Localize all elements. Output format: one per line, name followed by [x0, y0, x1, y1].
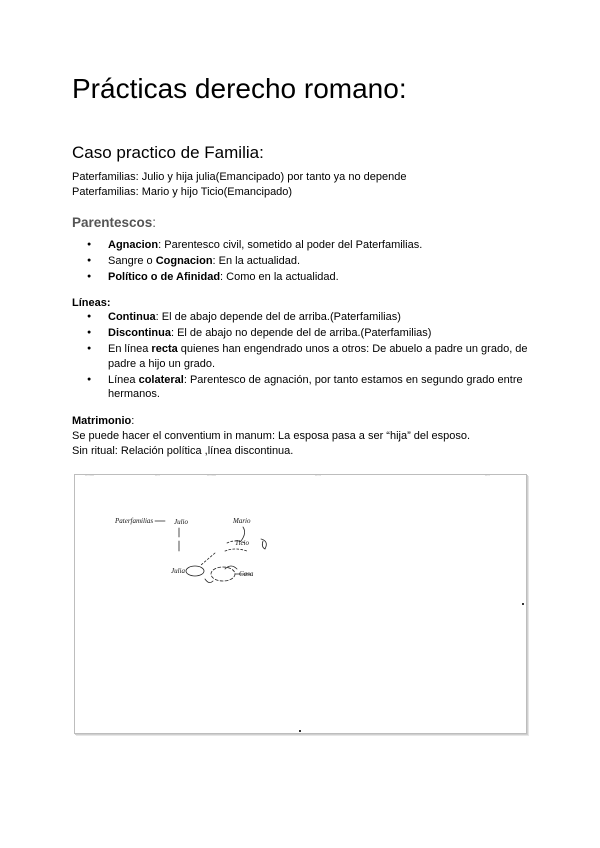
family-diagram-image	[74, 474, 527, 734]
sketch-stroke	[201, 553, 215, 565]
sketch-stroke	[241, 527, 245, 541]
sketch-stroke	[225, 539, 250, 551]
sketch-label-mario: Mario	[233, 517, 251, 525]
sketch-label-casa: Casa	[239, 570, 254, 578]
matrimonio-heading: Matrimonio:	[72, 415, 135, 427]
sketch-stroke	[211, 567, 235, 581]
sketch-stroke	[261, 539, 266, 549]
sketch-stroke	[186, 566, 204, 576]
list-item: ● Agnacion: Parentesco civil, sometido al poder del Paterfamilias.	[72, 238, 532, 253]
sketch-label-ticio: Ticio	[235, 539, 250, 547]
page-title: Prácticas derecho romano:	[72, 73, 407, 104]
list-item: ● En línea recta quienes han engendrado unos a otros: De abuelo a padre un grado, de padre a hijo un grado.	[72, 342, 532, 371]
list-item: ● Línea colateral: Parentesco de agnación, por tanto estamos en segundo grado entre hermanos.	[72, 373, 532, 402]
case-title: Caso practico de Familia:	[72, 143, 264, 162]
sketch-stroke	[225, 566, 237, 569]
lineas-heading: Líneas:	[72, 297, 111, 309]
list-item: ● Sangre o Cognacion: En la actualidad.	[72, 254, 532, 269]
sketch-mark	[522, 603, 524, 605]
sketch-drawing	[75, 475, 526, 733]
sketch-label-paterfamilias: Paterfamilias	[115, 517, 154, 525]
lineas-list	[72, 310, 532, 403]
image-header-strip: ········ ···· ········ ····· ····	[85, 474, 490, 478]
sketch-mark	[299, 730, 301, 732]
parentescos-heading: Parentescos:	[72, 215, 157, 230]
list-item: ● Discontinua: El de abajo no depende del de arriba.(Paterfamilias)	[72, 326, 532, 341]
matrimonio-line-2: Sin ritual: Relación política ,línea discontinua.	[72, 445, 294, 457]
matrimonio-line-1: Se puede hacer el conventium in manum: La esposa pasa a ser “hija” del esposo.	[72, 430, 471, 442]
sketch-label-julia: Julia	[171, 567, 185, 575]
sketch-label-julio: Julio	[174, 518, 188, 526]
list-item: ● Político o de Afinidad: Como en la actualidad.	[72, 270, 532, 285]
paterfamilias-line-2: Paterfamilias: Mario y hijo Ticio(Emancipado)	[72, 186, 293, 198]
sketch-stroke	[205, 579, 213, 583]
list-item: ● Continua: El de abajo depende del de arriba.(Paterfamilias)	[72, 310, 532, 325]
parentescos-list	[72, 238, 532, 286]
paterfamilias-line-1: Paterfamilias: Julio y hija julia(Emancipado) por tanto ya no depende	[72, 171, 407, 183]
